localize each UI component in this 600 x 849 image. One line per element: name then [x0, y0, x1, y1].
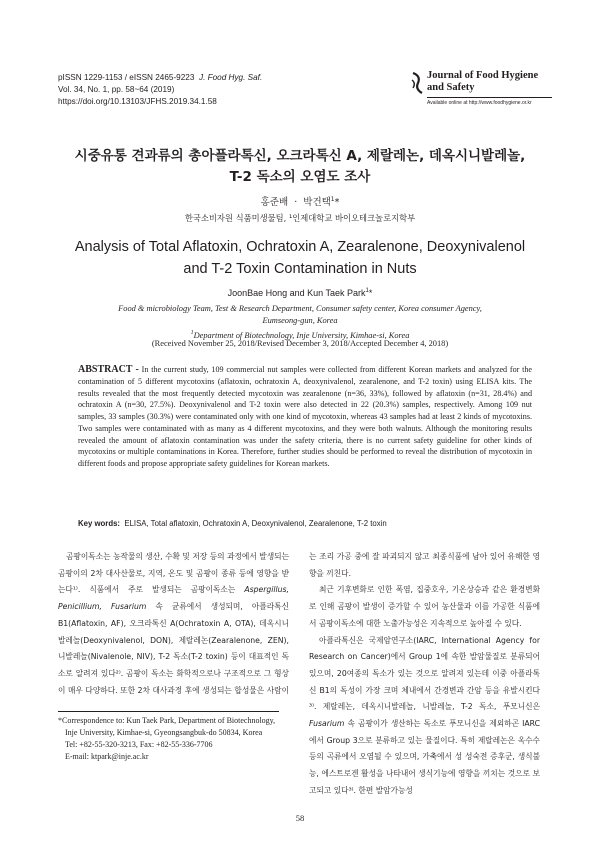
- correspondence-footnote: [58, 715, 293, 763]
- english-affiliation-1: Food & microbiology Team, Test & Research Department, Consumer safety center, Korea consumer Agency,: [118, 304, 482, 313]
- footnote-line-3: Tel: +82-55-320-3213, Fax: +82-55-336-7706: [65, 740, 213, 749]
- body-paragraph: 최근 기후변화로 인한 폭염, 집중호우, 기온상승과 같은 환경변화로 인해 곰팡이 발생이 증가할 수 있어 농산물과 이를 가공한 식품에서 곰팡이독소에 대한 노출가능성은 지속적으로 높아질 수 있다.: [309, 585, 540, 628]
- genus-name: Fusarium: [309, 719, 345, 729]
- journal-logo: [410, 70, 550, 116]
- korean-title: [0, 146, 600, 188]
- genus-names: Aspergillus, Penicillium, Fusarium: [58, 585, 289, 612]
- korean-title-line2: T-2 독소의 오염도 조사: [229, 169, 371, 185]
- doi-link[interactable]: https://doi.org/10.13103/JFHS.2019.34.1.58: [58, 97, 217, 106]
- body-column-right: [309, 549, 540, 811]
- body-paragraph: [58, 549, 289, 699]
- english-author-sup: 1: [365, 288, 369, 294]
- korean-author-1: 홍준배: [260, 197, 289, 208]
- corresponding-star: *: [334, 197, 340, 208]
- journal-logo-icon: [410, 72, 424, 94]
- footnote-divider: [58, 711, 279, 712]
- journal-name-line2: and Safety: [427, 82, 475, 93]
- journal-abbrev: J. Food Hyg. Saf.: [198, 73, 263, 82]
- english-corresponding-star: *: [368, 288, 373, 298]
- received-dates: (Received November 25, 2018/Revised December 3, 2018/Accepted December 4, 2018): [151, 339, 449, 348]
- korean-author-2-sup: 1: [330, 195, 335, 203]
- body-text: 속 균류에서 생성되며, 아플라톡신 B1(Aflatoxin, AF), 오크라톡신 A(Ochratoxin A, OTA), 데옥시니발레놀(Deoxynivalenol, DON), 제랄레논(Zearalenone, ZEN), 니발레놀(Nivalenole, NIV), T-2 독소(T-2 toxin) 등이 대표적인 독소로 알려져 있다²⁾. 곰팡이 독소는 화학적으로나 구조적으로 그 형상이 매우 다양하다. 또한 2차 대사과정 후에 생성되는 합성물은 사람이: [58, 602, 289, 695]
- body-paragraph: [309, 633, 540, 800]
- english-affiliation-2-text: Department of Biotechnology, Inje University, Kimhae-si, Korea: [193, 331, 410, 341]
- article-header: [58, 72, 262, 108]
- issn-text: pISSN 1229-1153 / eISSN 2465-9223: [58, 73, 195, 82]
- journal-name: [427, 70, 538, 94]
- body-column-left: [58, 549, 289, 699]
- english-affiliations: [0, 303, 600, 342]
- page-number: 58: [295, 813, 305, 823]
- volume-line: Vol. 34, No. 1, pp. 58~64 (2019): [58, 85, 175, 94]
- english-affiliation-2-sup: 1: [190, 330, 194, 337]
- english-author-names: JoonBae Hong and Kun Taek Park: [227, 288, 366, 298]
- body-paragraph: 는 조리 가공 중에 잘 파괴되지 않고 최종식품에 남아 있어 유해한 영향을 끼친다.: [309, 552, 540, 578]
- keywords-label: Key words:: [78, 519, 121, 528]
- english-authors: [0, 288, 600, 298]
- footnote-email[interactable]: E-mail: ktpark@inje.ac.kr: [65, 752, 149, 761]
- author-separator: ·: [294, 197, 298, 208]
- english-title-line1: Analysis of Total Aflatoxin, Ochratoxin A, Zearalenone, Deoxynivalenol: [74, 239, 526, 255]
- korean-affiliation: 한국소비자원 식품미생물팀, ¹인제대학교 바이오테크놀로지학부: [184, 213, 416, 223]
- body-text: 곰팡이독소는 농작물의 생산, 수확 및 저장 등의 과정에서 발생되는 곰팡이의 2차 대사산물로, 지역, 온도 및 곰팡이 종류 등에 영향을 받는다¹⁾. 식품에서 주로 발생되는 곰팡이독소는: [58, 552, 289, 595]
- journal-name-line1: Journal of Food Hygiene: [427, 70, 539, 81]
- issn-line: [58, 72, 262, 84]
- body-text: 아플라톡신은 국제암연구소(IARC, International Agency for Research on Cancer)에서 Group 1에 속한 발암물질로 분류되어 있으며, 20여종의 독소가 있는 것으로 알려져 있는데 이중 아플라톡신 B1의 독성이 가장 크며 체내에서 간경변과 간암 등을 유발시킨다³⁾. 제랄레논, 데옥시니발레놀, 니발레놀, T-2 독소, 푸모니신은: [309, 635, 540, 712]
- logo-divider: [427, 97, 552, 98]
- abstract: [78, 364, 532, 470]
- korean-author-2: 박건택: [303, 197, 331, 208]
- keywords: [78, 519, 532, 528]
- footnote-line-1: *Correspondence to: Kun Taek Park, Department of Biotechnology,: [58, 716, 276, 725]
- korean-title-line1: 시중유통 견과류의 총아플라톡신, 오크라톡신 A, 제랄레논, 데옥시니발레놀,: [74, 148, 526, 164]
- abstract-label: ABSTRACT -: [78, 364, 139, 375]
- footnote-line-2: Inje University, Kimhae-si, Gyeongsangbuk-do 50834, Korea: [65, 728, 263, 737]
- english-affiliation-1-location: Eumseong-gun, Korea: [262, 316, 338, 326]
- korean-authors: [0, 194, 600, 208]
- body-text: 속 곰팡이가 생산하는 독소로 푸모니신을 제외하곤 IARC에서 Group 3으로 분류하고 있는 물질이다. 특히 제랄레논은 옥수수 등의 곡류에서 오염될 수 있으며, 가축에서 성 성숙전 증후군, 생식불능, 에스트로겐 활성을 나타내어 생식기능에 영향을 끼치는 것으로 보고되고 있다³⁾. 한편 발암가능성: [309, 719, 540, 795]
- keywords-text: ELISA, Total aflatoxin, Ochratoxin A, Deoxynivalenol, Zearalenone, T-2 toxin: [124, 519, 387, 528]
- abstract-text: In the current study, 109 commercial nut samples were collected from different Korean markets and analyzed for the contamination of 5 different mycotoxins (aflatoxin, ochratoxin A, deoxynivalenol, zearalenone, and T-2 toxin) using ELISA kits. The results revealed that the most frequently detected mycotoxin was zearalenone (n=36, 33%), followed by aflatoxin (n=31, 28.4%) and ochratoxin A (n=30, 27.5%). Deoxynivalenol and T-2 toxin were also detected in 22 (20.3%) samples, respectively. Among 109 nut samples, 33 samples (30.3%) were contaminated only with one kind of mycotoxin, whereas 43 samples had at least 2 kinds of mycotoxins. Two samples were contaminated with as many as 4 different mycotoxins, and they were both walnuts. Although the monitoring results revealed the amount of aflatoxin contamination was under the safety criteria, there is no current safety guideline for other kinds of mycotoxins or multiple contaminations in Korea. Therefore, further studies should be performed to reveal the distribution of mycotoxin in different foods and propose appropriate safety guidelines for Korean markets.: [78, 365, 532, 468]
- english-title: [0, 236, 600, 280]
- available-online: Available online at http://www.foodhygiene.or.kr: [427, 100, 532, 106]
- english-title-line2: and T-2 Toxin Contamination in Nuts: [183, 261, 417, 277]
